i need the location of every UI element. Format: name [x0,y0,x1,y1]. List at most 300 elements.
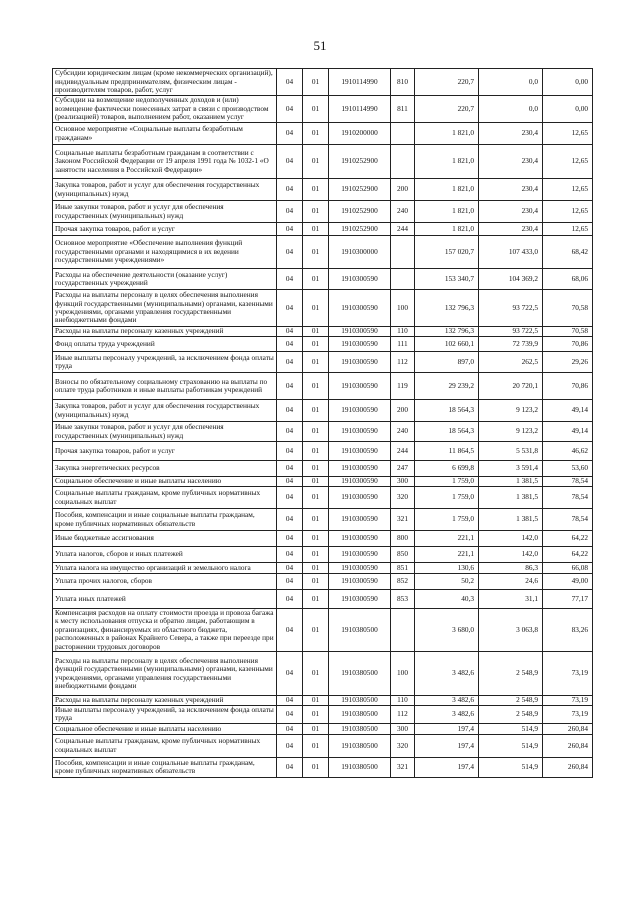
row-subsection: 01 [303,442,329,461]
row-expense-type: 100 [391,290,415,327]
row-plan: 11 864,5 [415,442,479,461]
row-subsection: 01 [303,477,329,487]
row-section: 04 [277,547,303,563]
row-plan: 132 796,3 [415,327,479,337]
row-name: Пособия, компенсации и иные социальные выплаты гражданам, кроме публичных нормативных обязательств [53,757,277,777]
row-executed: 3 063,8 [479,609,543,652]
row-plan: 130,6 [415,563,479,574]
row-percent: 29,26 [543,352,593,373]
row-section: 04 [277,69,303,96]
row-subsection: 01 [303,734,329,757]
row-target-article: 1910300590 [329,373,391,400]
table-row [53,706,593,724]
row-name: Закупка товаров, работ и услуг для обеспечения государственных (муниципальных) нужд [53,400,277,422]
row-expense-type [391,145,415,179]
row-subsection: 01 [303,652,329,696]
row-name: Иные закупки товаров, работ и услуг для обеспечения государственных (муниципальных) нужд [53,201,277,223]
row-name: Расходы на выплаты персоналу казенных учреждений [53,327,277,337]
row-plan: 50,2 [415,574,479,590]
row-percent: 12,65 [543,201,593,223]
row-section: 04 [277,223,303,236]
row-section: 04 [277,609,303,652]
row-percent: 12,65 [543,223,593,236]
row-executed: 1 381,5 [479,509,543,531]
table-row [53,487,593,509]
table-row [53,179,593,201]
row-subsection: 01 [303,547,329,563]
row-executed: 2 548,9 [479,696,543,706]
row-name: Прочая закупка товаров, работ и услуг [53,442,277,461]
row-section: 04 [277,96,303,123]
budget-table [52,68,593,778]
row-subsection: 01 [303,563,329,574]
row-name: Расходы на выплаты персоналу в целях обеспечения выполнения функций государственными (муниципальными) органами, казенными учреждениями, органами управления государственными внебюджетными фондами [53,290,277,327]
row-percent: 49,00 [543,574,593,590]
row-expense-type: 244 [391,442,415,461]
row-plan: 157 020,7 [415,236,479,269]
row-subsection: 01 [303,400,329,422]
table-row [53,123,593,145]
row-name: Взносы по обязательному социальному страхованию на выплаты по оплате труда работников и иные выплаты работникам учреждений [53,373,277,400]
row-expense-type: 244 [391,223,415,236]
row-expense-type: 321 [391,757,415,777]
row-subsection: 01 [303,327,329,337]
row-percent: 260,84 [543,723,593,734]
row-subsection: 01 [303,290,329,327]
row-section: 04 [277,400,303,422]
row-name: Уплата прочих налогов, сборов [53,574,277,590]
row-expense-type: 112 [391,706,415,724]
row-expense-type: 810 [391,69,415,96]
row-name: Основное мероприятие «Социальные выплаты безработным гражданам» [53,123,277,145]
row-plan: 18 564,3 [415,400,479,422]
row-percent: 0,00 [543,69,593,96]
row-subsection: 01 [303,723,329,734]
table-row [53,757,593,777]
row-plan: 1 821,0 [415,145,479,179]
row-plan: 220,7 [415,96,479,123]
row-executed: 2 548,9 [479,652,543,696]
row-subsection: 01 [303,123,329,145]
row-percent: 73,19 [543,696,593,706]
row-name: Уплата налогов, сборов и иных платежей [53,547,277,563]
row-name: Уплата иных платежей [53,590,277,609]
row-executed: 1 381,5 [479,487,543,509]
row-percent: 260,84 [543,757,593,777]
row-expense-type: 852 [391,574,415,590]
table-row [53,547,593,563]
row-subsection: 01 [303,509,329,531]
row-section: 04 [277,696,303,706]
row-section: 04 [277,236,303,269]
row-plan: 3 482,6 [415,652,479,696]
row-plan: 1 759,0 [415,477,479,487]
row-section: 04 [277,373,303,400]
row-percent: 70,86 [543,337,593,352]
table-row [53,223,593,236]
table-row [53,590,593,609]
row-target-article: 1910200000 [329,123,391,145]
row-plan: 197,4 [415,734,479,757]
row-target-article: 1910380500 [329,757,391,777]
row-name: Социальное обеспечение и иные выплаты населению [53,723,277,734]
row-expense-type: 200 [391,400,415,422]
table-row [53,477,593,487]
table-row [53,269,593,290]
row-section: 04 [277,290,303,327]
row-expense-type: 851 [391,563,415,574]
row-executed: 514,9 [479,723,543,734]
table-row [53,400,593,422]
row-target-article: 1910300590 [329,442,391,461]
table-row [53,609,593,652]
row-plan: 1 821,0 [415,123,479,145]
row-expense-type [391,609,415,652]
row-plan: 1 821,0 [415,179,479,201]
row-subsection: 01 [303,223,329,236]
row-name: Уплата налога на имущество организаций и земельного налога [53,563,277,574]
row-subsection: 01 [303,236,329,269]
row-plan: 3 482,6 [415,696,479,706]
table-row [53,236,593,269]
row-plan: 132 796,3 [415,290,479,327]
row-section: 04 [277,757,303,777]
row-percent: 78,54 [543,509,593,531]
row-percent: 70,58 [543,327,593,337]
table-row [53,461,593,477]
row-plan: 197,4 [415,757,479,777]
row-expense-type: 240 [391,422,415,442]
row-executed: 20 720,1 [479,373,543,400]
row-executed: 142,0 [479,547,543,563]
row-expense-type: 300 [391,477,415,487]
row-executed: 230,4 [479,201,543,223]
row-target-article: 1910300590 [329,487,391,509]
row-executed: 93 722,5 [479,327,543,337]
row-plan: 1 821,0 [415,201,479,223]
row-target-article: 1910300590 [329,547,391,563]
table-row [53,723,593,734]
row-plan: 6 699,8 [415,461,479,477]
row-expense-type [391,123,415,145]
row-target-article: 1910380500 [329,696,391,706]
table-row [53,574,593,590]
row-plan: 3 680,0 [415,609,479,652]
row-name: Социальные выплаты гражданам, кроме публичных нормативных социальных выплат [53,734,277,757]
row-percent: 49,14 [543,422,593,442]
row-percent: 83,26 [543,609,593,652]
row-target-article: 1910380500 [329,723,391,734]
row-name: Социальные выплаты гражданам, кроме публичных нормативных социальных выплат [53,487,277,509]
row-executed: 104 369,2 [479,269,543,290]
table-row [53,509,593,531]
row-executed: 230,4 [479,179,543,201]
row-target-article: 1910300590 [329,461,391,477]
row-plan: 220,7 [415,69,479,96]
row-plan: 153 340,7 [415,269,479,290]
row-subsection: 01 [303,706,329,724]
row-executed: 24,6 [479,574,543,590]
row-expense-type: 119 [391,373,415,400]
row-percent: 53,60 [543,461,593,477]
row-executed: 0,0 [479,96,543,123]
row-percent: 68,06 [543,269,593,290]
row-plan: 1 759,0 [415,487,479,509]
row-percent: 66,08 [543,563,593,574]
row-name: Иные выплаты персоналу учреждений, за исключением фонда оплаты труда [53,352,277,373]
row-target-article: 1910300590 [329,422,391,442]
row-percent: 64,22 [543,547,593,563]
row-expense-type: 247 [391,461,415,477]
row-section: 04 [277,442,303,461]
row-subsection: 01 [303,145,329,179]
row-section: 04 [277,179,303,201]
row-expense-type: 111 [391,337,415,352]
row-percent: 260,84 [543,734,593,757]
row-percent: 70,86 [543,373,593,400]
table-row [53,563,593,574]
row-percent: 12,65 [543,179,593,201]
row-executed: 2 548,9 [479,706,543,724]
row-subsection: 01 [303,609,329,652]
row-percent: 70,58 [543,290,593,327]
row-subsection: 01 [303,179,329,201]
row-section: 04 [277,327,303,337]
row-expense-type: 800 [391,531,415,547]
row-target-article: 1910300590 [329,269,391,290]
table-row [53,652,593,696]
table-row [53,373,593,400]
row-executed: 93 722,5 [479,290,543,327]
table-row [53,96,593,123]
row-target-article: 1910300590 [329,400,391,422]
row-subsection: 01 [303,96,329,123]
row-subsection: 01 [303,422,329,442]
row-name: Закупка энергетических ресурсов [53,461,277,477]
row-target-article: 1910380500 [329,609,391,652]
row-expense-type: 811 [391,96,415,123]
row-executed: 514,9 [479,734,543,757]
row-target-article: 1910300590 [329,477,391,487]
row-name: Субсидии на возмещение недополученных доходов и (или) возмещение фактически понесенных затрат в связи с производством (реализацией) товаров, выполнением работ, оказанием услуг [53,96,277,123]
row-section: 04 [277,201,303,223]
row-percent: 0,00 [543,96,593,123]
table-row [53,352,593,373]
row-percent: 12,65 [543,123,593,145]
row-name: Пособия, компенсации и иные социальные выплаты гражданам, кроме публичных нормативных обязательств [53,509,277,531]
row-expense-type: 100 [391,652,415,696]
row-name: Социальные выплаты безработным гражданам в соответствии с Законом Российской Федерации от 19 апреля 1991 года № 1032-1 «О занятости населения в Российской Федерации» [53,145,277,179]
row-executed: 72 739,9 [479,337,543,352]
row-subsection: 01 [303,590,329,609]
row-section: 04 [277,337,303,352]
row-percent: 12,65 [543,145,593,179]
row-percent: 78,54 [543,487,593,509]
row-section: 04 [277,477,303,487]
row-executed: 31,1 [479,590,543,609]
table-row [53,531,593,547]
row-percent: 78,54 [543,477,593,487]
row-plan: 221,1 [415,531,479,547]
row-expense-type: 853 [391,590,415,609]
table-row [53,734,593,757]
table-row [53,422,593,442]
row-expense-type: 110 [391,696,415,706]
row-expense-type [391,236,415,269]
row-percent: 68,42 [543,236,593,269]
row-target-article: 1910114990 [329,69,391,96]
row-executed: 86,3 [479,563,543,574]
row-name: Прочая закупка товаров, работ и услуг [53,223,277,236]
row-name: Социальное обеспечение и иные выплаты населению [53,477,277,487]
row-section: 04 [277,461,303,477]
row-subsection: 01 [303,487,329,509]
row-executed: 5 531,8 [479,442,543,461]
row-subsection: 01 [303,337,329,352]
row-subsection: 01 [303,574,329,590]
row-section: 04 [277,734,303,757]
row-percent: 73,19 [543,652,593,696]
row-name: Расходы на выплаты персоналу в целях обеспечения выполнения функций государственными (муниципальными) органами, казенными учреждениями, органами управления государственными внебюджетными фондами [53,652,277,696]
row-target-article: 1910300590 [329,509,391,531]
row-subsection: 01 [303,531,329,547]
row-plan: 197,4 [415,723,479,734]
row-percent: 49,14 [543,400,593,422]
row-plan: 102 660,1 [415,337,479,352]
row-subsection: 01 [303,69,329,96]
row-target-article: 1910300590 [329,337,391,352]
row-expense-type: 200 [391,179,415,201]
row-target-article: 1910300590 [329,590,391,609]
row-section: 04 [277,422,303,442]
row-name: Иные закупки товаров, работ и услуг для обеспечения государственных (муниципальных) нужд [53,422,277,442]
page-number: 51 [313,38,327,53]
row-target-article: 1910380500 [329,706,391,724]
row-section: 04 [277,352,303,373]
row-expense-type: 112 [391,352,415,373]
row-executed: 107 433,0 [479,236,543,269]
row-target-article: 1910300590 [329,352,391,373]
table-row [53,201,593,223]
row-target-article: 1910252900 [329,145,391,179]
table-row [53,442,593,461]
row-name: Иные бюджетные ассигнования [53,531,277,547]
row-target-article: 1910114990 [329,96,391,123]
row-name: Иные выплаты персоналу учреждений, за исключением фонда оплаты труда [53,706,277,724]
row-executed: 1 381,5 [479,477,543,487]
row-section: 04 [277,706,303,724]
row-subsection: 01 [303,201,329,223]
row-name: Расходы на обеспечение деятельности (оказание услуг) государственных учреждений [53,269,277,290]
row-plan: 221,1 [415,547,479,563]
row-percent: 64,22 [543,531,593,547]
row-target-article: 1910252900 [329,179,391,201]
row-target-article: 1910300000 [329,236,391,269]
row-subsection: 01 [303,696,329,706]
row-executed: 142,0 [479,531,543,547]
row-expense-type: 321 [391,509,415,531]
row-section: 04 [277,509,303,531]
row-percent: 73,19 [543,706,593,724]
row-expense-type: 240 [391,201,415,223]
row-expense-type: 110 [391,327,415,337]
row-target-article: 1910380500 [329,734,391,757]
row-section: 04 [277,574,303,590]
row-executed: 514,9 [479,757,543,777]
row-section: 04 [277,652,303,696]
row-expense-type: 320 [391,734,415,757]
row-plan: 1 821,0 [415,223,479,236]
row-plan: 18 564,3 [415,422,479,442]
row-expense-type [391,269,415,290]
row-executed: 9 123,2 [479,422,543,442]
row-expense-type: 850 [391,547,415,563]
table-row [53,69,593,96]
row-executed: 262,5 [479,352,543,373]
row-plan: 40,3 [415,590,479,609]
row-executed: 9 123,2 [479,400,543,422]
table-row [53,337,593,352]
row-executed: 230,4 [479,223,543,236]
row-subsection: 01 [303,461,329,477]
row-plan: 897,0 [415,352,479,373]
row-name: Расходы на выплаты персоналу казенных учреждений [53,696,277,706]
row-percent: 77,17 [543,590,593,609]
row-name: Субсидии юридическим лицам (кроме некоммерческих организаций), индивидуальным предпринимателям, физическим лицам - производителям товаров, работ, услуг [53,69,277,96]
row-target-article: 1910300590 [329,290,391,327]
row-plan: 1 759,0 [415,509,479,531]
row-target-article: 1910252900 [329,201,391,223]
table-row [53,145,593,179]
row-section: 04 [277,590,303,609]
table-body [53,69,593,778]
row-name: Компенсация расходов на оплату стоимости проезда и провоза багажа к месту использования отпуска и обратно лицам, работающим в организациях, финансируемых из областного бюджета, расположенных в районах Крайнего Севера, а также при переезде при расторжении трудовых договоров [53,609,277,652]
row-section: 04 [277,123,303,145]
row-executed: 230,4 [479,145,543,179]
row-executed: 0,0 [479,69,543,96]
row-name: Фонд оплаты труда учреждений [53,337,277,352]
row-subsection: 01 [303,373,329,400]
row-target-article: 1910300590 [329,563,391,574]
row-target-article: 1910300590 [329,327,391,337]
row-section: 04 [277,563,303,574]
row-section: 04 [277,723,303,734]
row-executed: 230,4 [479,123,543,145]
row-expense-type: 320 [391,487,415,509]
row-name: Закупка товаров, работ и услуг для обеспечения государственных (муниципальных) нужд [53,179,277,201]
row-percent: 46,62 [543,442,593,461]
row-target-article: 1910252900 [329,223,391,236]
row-expense-type: 300 [391,723,415,734]
row-executed: 3 591,4 [479,461,543,477]
row-section: 04 [277,269,303,290]
row-name: Основное мероприятие «Обеспечение выполнения функций государственными органами и находящимися в их ведении государственными учреждениями» [53,236,277,269]
table-row [53,327,593,337]
row-plan: 29 239,2 [415,373,479,400]
row-target-article: 1910380500 [329,652,391,696]
row-target-article: 1910300590 [329,574,391,590]
table-row [53,696,593,706]
row-section: 04 [277,145,303,179]
row-section: 04 [277,487,303,509]
row-plan: 3 482,6 [415,706,479,724]
row-target-article: 1910300590 [329,531,391,547]
row-section: 04 [277,531,303,547]
row-subsection: 01 [303,352,329,373]
table-row [53,290,593,327]
row-subsection: 01 [303,757,329,777]
row-subsection: 01 [303,269,329,290]
